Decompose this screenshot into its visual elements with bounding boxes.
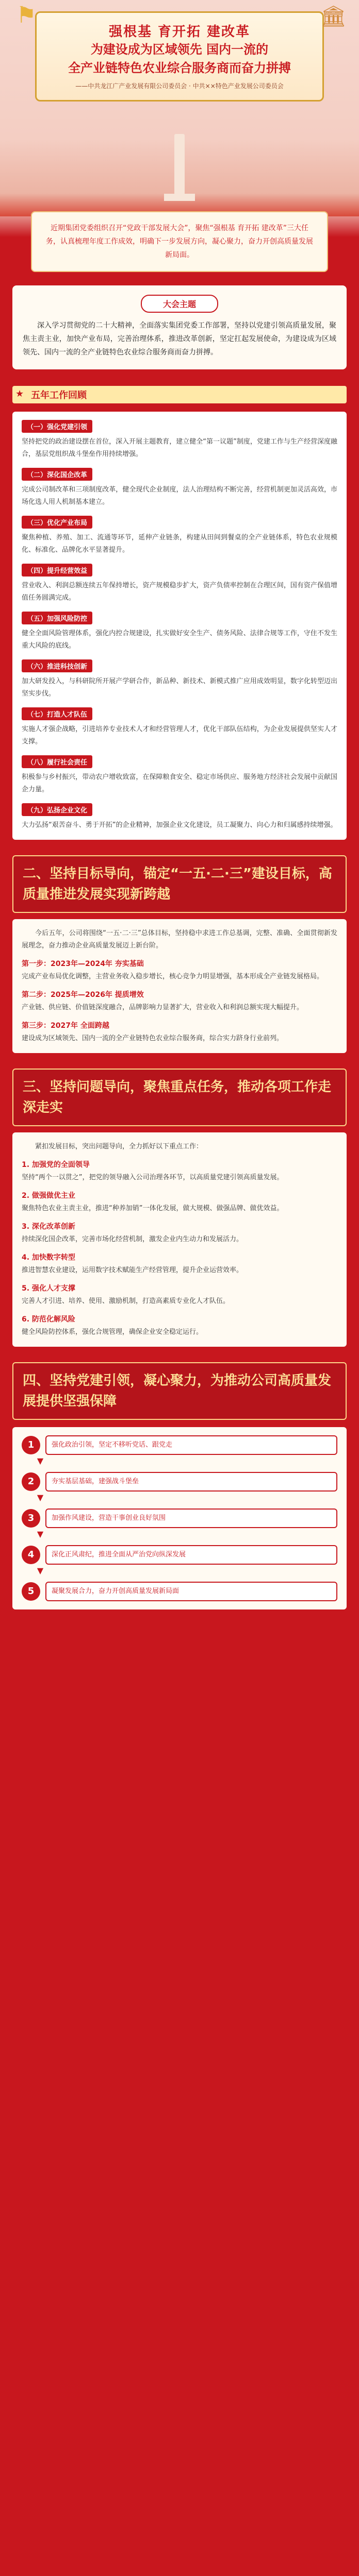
- review-item: [22, 755, 337, 796]
- flow-step: [22, 1509, 337, 1528]
- flow-step: [22, 1582, 337, 1601]
- item-text: 积极参与乡村振兴，带动农户增收致富，在保障粮食安全、稳定市场供应、服务地方经济社会发展中贡献国企力量。: [22, 773, 337, 793]
- theme-caption: 大会主题: [141, 295, 218, 313]
- review-item: [22, 659, 337, 700]
- step-text: 强化政治引领，坚定不移听党话、跟党走: [45, 1435, 337, 1455]
- item-text: 加大研发投入，与科研院所开展产学研合作，新品种、新技术、新模式推广应用成效明显，数字化转型迈出坚实步伐。: [22, 677, 337, 698]
- main-title-line-1: 为建设成为区域领先 国内一流的: [90, 42, 269, 57]
- stage-goals-title: 二、坚持目标导向，锚定“一五·二·三”建设目标，高质量推进发展实现新跨越: [12, 855, 347, 913]
- party-flow: [12, 1427, 347, 1609]
- item-tag: （六）推进科技创新: [22, 659, 92, 672]
- stage-goals-body: [12, 919, 347, 1053]
- arrow-down-icon: ▼: [37, 1566, 44, 1575]
- goal-text: 完成产业布局优化调整，主营业务收入稳步增长，核心竞争力明显增强，基本形成全产业链发展格局。: [22, 973, 324, 980]
- item-tag: （八）履行社会责任: [22, 755, 92, 768]
- arrow-down-icon: ▼: [37, 1529, 44, 1539]
- task-text: 聚焦特色农业主责主业，推进“种养加销”一体化发展，做大规模、做强品牌、做优效益。: [22, 1205, 284, 1212]
- flow-step: [22, 1435, 337, 1455]
- step-number: 4: [22, 1546, 40, 1564]
- task-text: 持续深化国企改革，完善市场化经营机制，激发企业内生动力和发展活力。: [22, 1235, 243, 1243]
- item-text: 大力弘扬“艰苦奋斗、勇于开拓”的企业精神，加强企业文化建设，员工凝聚力、向心力和归属感持续增强。: [22, 821, 337, 829]
- item-text: 完成公司制改革和三项制度改革，健全现代企业制度，法人治理结构不断完善，经营机制更加灵活高效，市场化选人用人机制基本建立。: [22, 486, 337, 506]
- intro-box: 近期集团党委组织召开“党政干部发展大会”，聚焦“强根基 育开拓 建改革”三大任务，认真梳理年度工作成效，明确下一步发展方向，凝心聚力，奋力开创高质量发展新局面。: [31, 211, 328, 272]
- task-heading: 3. 深化改革创新: [22, 1223, 75, 1231]
- title-banner: [35, 11, 324, 101]
- review-item: [22, 707, 337, 748]
- stage-party-title: 四、坚持党建引领，凝心聚力，为推动公司高质量发展提供坚强保障: [12, 1362, 347, 1420]
- flow-step: [22, 1472, 337, 1492]
- task-text: 推进智慧农业建设，运用数字技术赋能生产经营管理，提升企业运营效率。: [22, 1266, 243, 1274]
- arrow-down-icon: ▼: [37, 1493, 44, 1502]
- stage-tasks-intro: 紧扣发展目标，突出问题导向，全力抓好以下重点工作：: [35, 1143, 203, 1150]
- goal-heading: 第一步：2023年—2024年 夯实基础: [22, 960, 144, 968]
- star-icon: ★: [15, 388, 24, 399]
- review-item: [22, 516, 337, 556]
- item-text: 健全全面风险管理体系，强化内控合规建设，扎实做好安全生产、债务风险、法律合规等工作，守住不发生重大风险的底线。: [22, 630, 337, 650]
- item-text: 营业收入、利润总额连续五年保持增长，资产规模稳步扩大，资产负债率控制在合理区间，国有资产保值增值任务圆满完成。: [22, 582, 337, 602]
- item-tag: （九）弘扬企业文化: [22, 803, 92, 816]
- theme-card: [12, 285, 347, 369]
- organizations: ——中共龙江广产业发展有限公司委员会 · 中共××特色产业发展公司委员会: [75, 82, 284, 90]
- main-title-line-2: 全产业链特色农业综合服务商而奋力拼搏: [68, 61, 291, 75]
- step-number: 1: [22, 1436, 40, 1454]
- review-item: [22, 468, 337, 509]
- stage-tasks-title: 三、坚持问题导向，聚焦重点任务，推动各项工作走深走实: [12, 1069, 347, 1126]
- item-text: 实施人才强企战略，引进培养专业技术人才和经营管理人才，优化干部队伍结构，为企业发展提供坚实人才支撑。: [22, 725, 337, 745]
- review-panel: [12, 412, 347, 840]
- review-item: [22, 564, 337, 604]
- item-text: 聚焦种植、养殖、加工、流通等环节，延伸产业链条，构建从田间到餐桌的全产业链体系，特色农业规模化、标准化、品牌化水平显著提升。: [22, 534, 337, 554]
- step-text: 加强作风建设，营造干事创业良好氛围: [45, 1509, 337, 1528]
- stage-goals-intro: 今后五年，公司将围绕“一五·二·三”总体目标，坚持稳中求进工作总基调，完整、准确、全面贯彻新发展理念，奋力推动企业高质量发展迈上新台阶。: [22, 929, 337, 950]
- building-icon: 🏛: [320, 5, 347, 28]
- step-text: 深化正风肃纪，推进全面从严治党向纵深发展: [45, 1545, 337, 1565]
- step-number: 5: [22, 1582, 40, 1601]
- review-item: [22, 612, 337, 652]
- task-heading: 6. 防范化解风险: [22, 1315, 75, 1324]
- section-review-header: [0, 383, 359, 406]
- task-heading: 2. 做强做优主业: [22, 1192, 75, 1200]
- goal-heading: 第三步：2027年 全面跨越: [22, 1022, 109, 1030]
- task-heading: 1. 加强党的全面领导: [22, 1161, 90, 1169]
- arrow-down-icon: ▼: [37, 1456, 44, 1466]
- theme-body: 深入学习贯彻党的二十大精神，全面落实集团党委工作部署，坚持以党建引领高质量发展，聚焦主责主业，加快产业布局，完善治理体系，推进改革创新，坚定扛起发展使命，为建设成为区域领先、国内一流的全产业链特色农业综合服务商而奋力拼搏。: [23, 321, 336, 357]
- item-tag: （二）深化国企改革: [22, 468, 92, 481]
- item-text: 坚持把党的政治建设摆在首位，深入开展主题教育，建立健全“第一议题”制度，党建工作与生产经营深度融合，基层党组织战斗堡垒作用持续增强。: [22, 438, 337, 458]
- task-heading: 4. 加快数字转型: [22, 1253, 75, 1262]
- item-tag: （七）打造人才队伍: [22, 707, 92, 720]
- section-title: 五年工作回顾: [31, 390, 87, 401]
- kicker: 强根基 育开拓 建改革: [108, 24, 251, 40]
- item-tag: （三）优化产业布局: [22, 516, 92, 529]
- stage-tasks-body: [12, 1132, 347, 1347]
- step-text: 凝聚发展合力，奋力开创高质量发展新局面: [45, 1582, 337, 1601]
- step-text: 夯实基层基础，建强战斗堡垒: [45, 1472, 337, 1492]
- flow-step: [22, 1545, 337, 1565]
- monument-icon: [174, 134, 185, 196]
- review-item: [22, 803, 337, 832]
- review-item: [22, 420, 337, 461]
- goal-text: 建设成为区域领先、国内一流的全产业链特色农业综合服务商，综合实力跻身行业前列。: [22, 1035, 284, 1042]
- task-text: 坚持“两个一以贯之”，把党的领导融入公司治理各环节，以高质量党建引领高质量发展。: [22, 1174, 284, 1181]
- task-text: 完善人才引进、培养、使用、激励机制，打造高素质专业化人才队伍。: [22, 1297, 230, 1305]
- task-heading: 5. 强化人才支撑: [22, 1284, 75, 1293]
- goal-text: 产业链、供应链、价值链深度融合，品牌影响力显著扩大，营业收入和利润总额实现大幅提升。: [22, 1004, 304, 1011]
- step-number: 2: [22, 1472, 40, 1491]
- item-tag: （五）加强风险防控: [22, 612, 92, 624]
- party-flag-icon: ⚑: [16, 2, 37, 28]
- item-tag: （一）强化党建引领: [22, 420, 92, 433]
- hero-header: [0, 0, 359, 216]
- item-tag: （四）提升经营效益: [22, 564, 92, 577]
- step-number: 3: [22, 1509, 40, 1528]
- goal-heading: 第二步：2025年—2026年 提质增效: [22, 991, 144, 999]
- task-text: 健全风险防控体系，强化合规管理，确保企业安全稳定运行。: [22, 1328, 203, 1336]
